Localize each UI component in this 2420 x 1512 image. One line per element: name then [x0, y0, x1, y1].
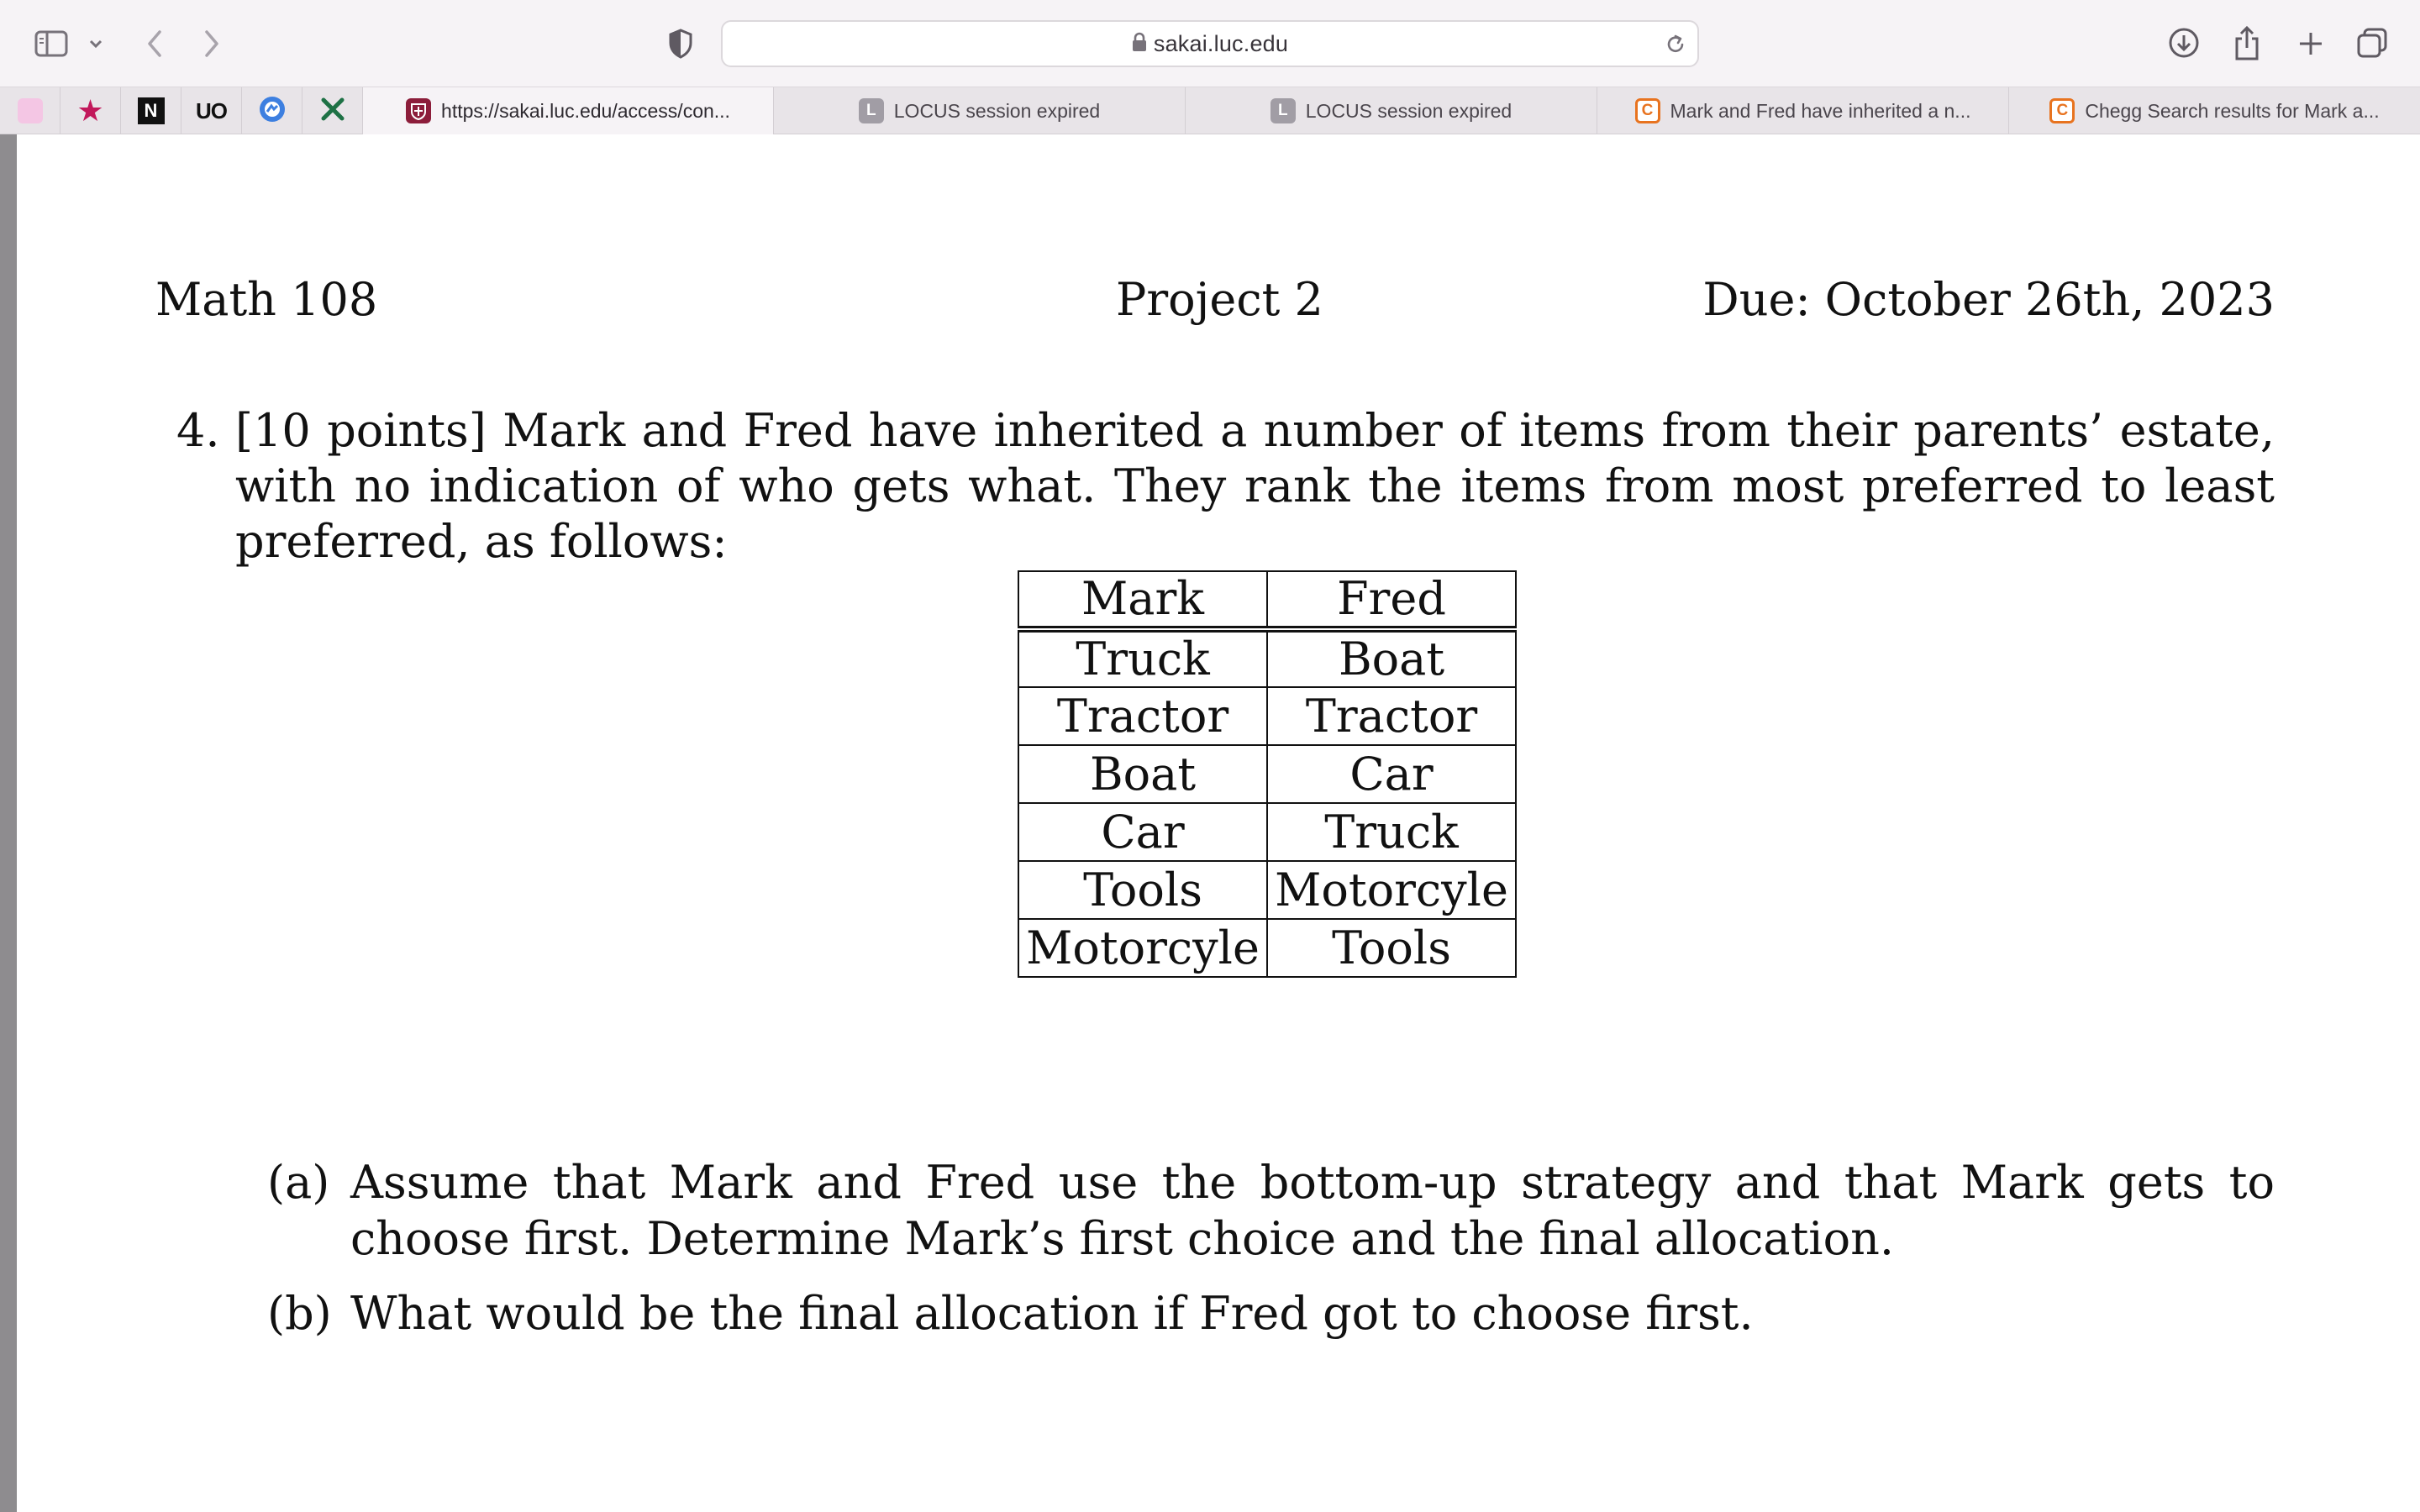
lock-icon — [1132, 32, 1147, 56]
due-date: Due: October 26th, 2023 — [1702, 273, 2275, 326]
table-row — [1018, 861, 1516, 919]
tab-sakai[interactable] — [363, 87, 774, 134]
table-cell: Truck — [1018, 629, 1267, 687]
part-a-label: (a) — [267, 1156, 330, 1209]
table-row — [1018, 629, 1516, 687]
notion-icon: N — [138, 97, 165, 124]
table-cell: Car — [1018, 803, 1267, 861]
messenger-icon — [258, 95, 287, 128]
table-cell: Boat — [1267, 629, 1516, 687]
letter-l-icon: L — [859, 98, 884, 123]
forward-icon[interactable] — [197, 25, 227, 62]
pinned-tab-2[interactable] — [60, 87, 121, 134]
table-cell: Tractor — [1018, 687, 1267, 745]
table-row — [1018, 745, 1516, 803]
chegg-icon: C — [1635, 98, 1660, 123]
new-tab-icon[interactable] — [2294, 27, 2328, 60]
tab-label: Chegg Search results for Mark a... — [2085, 99, 2380, 122]
privacy-shield-icon[interactable] — [664, 27, 697, 60]
part-b-label: (b) — [267, 1287, 332, 1340]
address-bar[interactable] — [721, 20, 1699, 67]
star-icon: ★ — [76, 93, 104, 128]
project-title: Project 2 — [1116, 273, 1323, 326]
question-number: 4. — [176, 404, 220, 457]
course-title: Math 108 — [155, 273, 378, 326]
table-header-fred: Fred — [1267, 571, 1516, 629]
table-cell: Motorcyle — [1018, 919, 1267, 977]
tab-label: LOCUS session expired — [893, 99, 1101, 122]
tab-overview-icon[interactable] — [2354, 25, 2390, 60]
tab-bar — [0, 87, 2420, 134]
pinned-tab-4[interactable] — [182, 87, 242, 134]
table-cell: Car — [1267, 745, 1516, 803]
chegg-icon: C — [2049, 98, 2075, 123]
tab-locus-1[interactable] — [774, 87, 1186, 134]
table-cell: Boat — [1018, 745, 1267, 803]
pinned-tab-5[interactable] — [242, 87, 302, 134]
table-row — [1018, 687, 1516, 745]
x-icon — [319, 96, 346, 127]
table-cell: Motorcyle — [1267, 861, 1516, 919]
luc-seal-icon — [406, 98, 431, 123]
table-row — [1018, 919, 1516, 977]
pdf-viewer[interactable] — [0, 134, 2420, 1512]
tab-label: https://sakai.luc.edu/access/con... — [441, 99, 730, 122]
address-text: sakai.luc.edu — [1153, 30, 1289, 56]
table-cell: Tractor — [1267, 687, 1516, 745]
tab-chegg-question[interactable] — [1597, 87, 2009, 134]
pinned-tab-6[interactable] — [302, 87, 363, 134]
tab-locus-2[interactable] — [1186, 87, 1597, 134]
share-icon[interactable] — [2230, 24, 2264, 62]
pdf-page — [17, 134, 2420, 1512]
pink-square-icon — [18, 98, 43, 123]
reload-icon[interactable] — [1664, 33, 1687, 60]
question-text: [10 points] Mark and Fred have inherited a number of items from their parents’ estate, with no indication of who gets what. They rank the items from most preferred to least preferred, as follows: — [235, 404, 2275, 568]
table-header-mark: Mark — [1018, 571, 1267, 629]
table-cell: Tools — [1267, 919, 1516, 977]
tab-label: Mark and Fred have inherited a n... — [1670, 99, 1971, 122]
back-icon[interactable] — [139, 25, 170, 62]
chevron-down-icon[interactable] — [84, 32, 108, 55]
part-b-text: What would be the final allocation if Fred got to choose first. — [350, 1287, 1754, 1340]
tab-chegg-search[interactable] — [2009, 87, 2420, 134]
uo-icon: UO — [196, 97, 227, 123]
table-row — [1018, 803, 1516, 861]
part-a-text: Assume that Mark and Fred use the bottom-up strategy and that Mark gets to choose first. Determine Mark’s first choice and the final allocation. — [350, 1156, 2275, 1265]
browser-toolbar — [0, 0, 2420, 87]
preference-table — [1018, 570, 1517, 978]
sidebar-toggle-icon[interactable] — [32, 27, 71, 60]
table-cell: Truck — [1267, 803, 1516, 861]
pinned-tab-1[interactable] — [0, 87, 60, 134]
downloads-icon[interactable] — [2166, 25, 2202, 60]
pinned-tab-3[interactable] — [121, 87, 182, 134]
table-cell: Tools — [1018, 861, 1267, 919]
tab-label: LOCUS session expired — [1305, 99, 1512, 122]
letter-l-icon: L — [1270, 98, 1296, 123]
